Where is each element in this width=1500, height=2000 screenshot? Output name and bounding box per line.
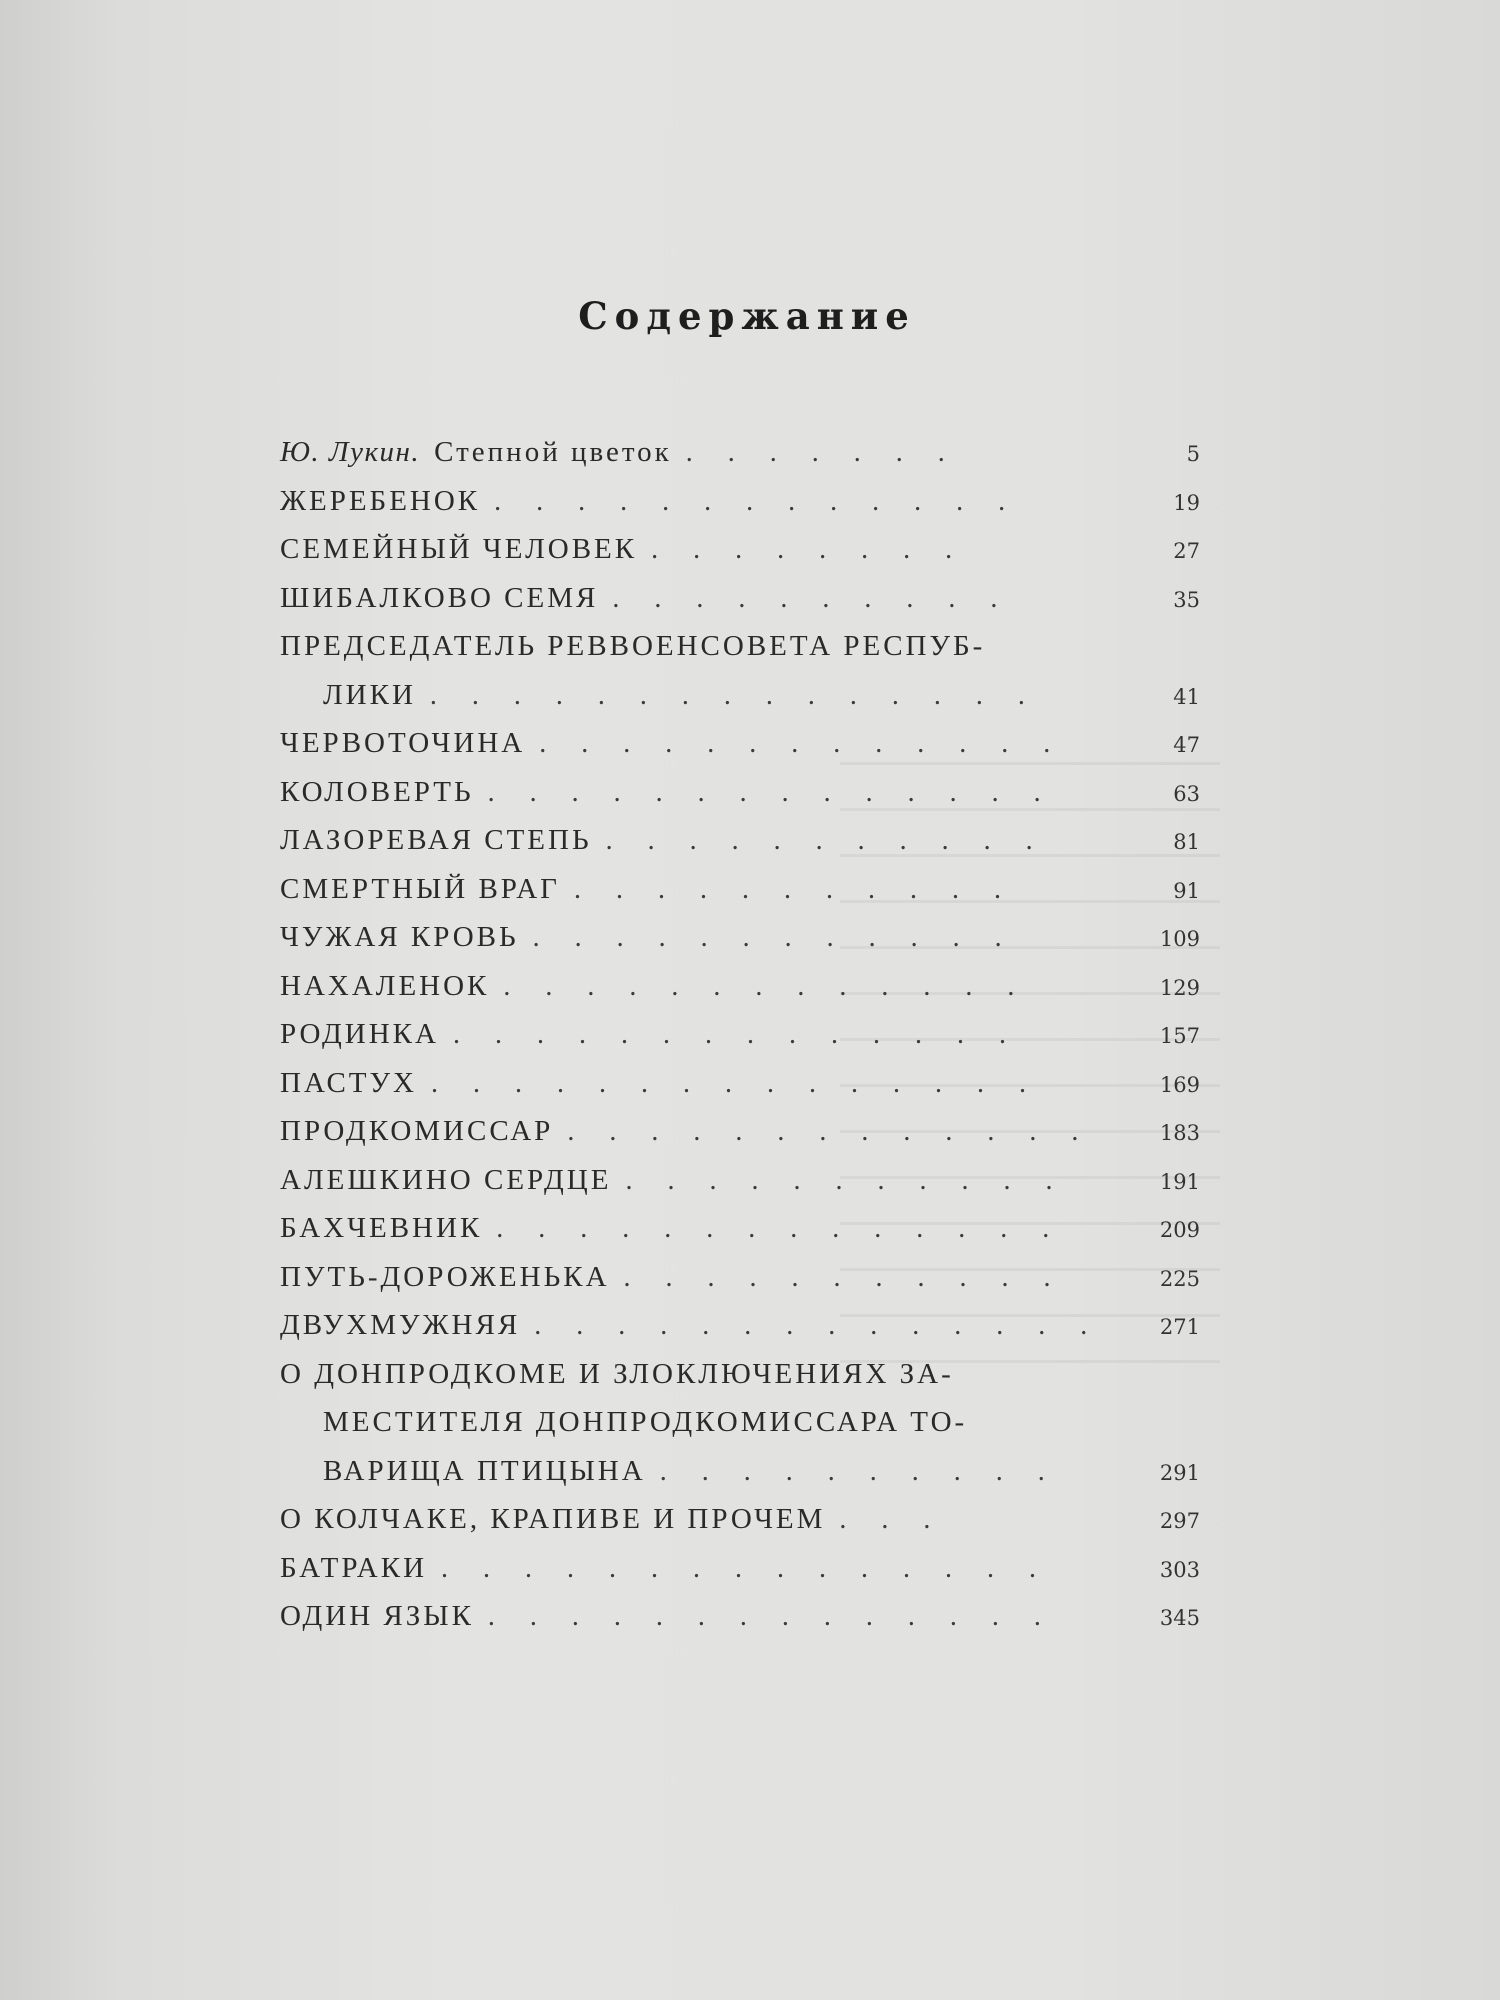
toc-entry-page-number: 129 xyxy=(1159,975,1200,1000)
toc-entry-text xyxy=(280,1309,1101,1342)
toc-entry-page-number: 303 xyxy=(1159,1557,1200,1582)
toc-entry-title: НАХАЛЕНОК xyxy=(280,969,490,1002)
toc-entry-text xyxy=(280,873,1015,906)
toc-entry-title: АЛЕШКИНО СЕРДЦЕ xyxy=(280,1163,612,1196)
toc-entry-title: ШИБАЛКОВО СЕМЯ xyxy=(280,581,599,614)
toc-entry-page-number: 169 xyxy=(1159,1072,1200,1097)
toc-entry-title: ЧУЖАЯ КРОВЬ xyxy=(280,921,519,953)
toc-entry-page-number: 157 xyxy=(1159,1024,1200,1048)
toc-entry xyxy=(280,527,1220,576)
toc-entry-leader-dots: . . . . . . . . . . . . . . . xyxy=(430,1067,1040,1099)
toc-entry-text xyxy=(280,824,1047,857)
toc-entry-title: Степной цветок xyxy=(434,436,672,468)
toc-entry-title: МЕСТИТЕЛЯ ДОНПРОДКОМИССАРА ТО- xyxy=(323,1406,968,1438)
toc-entry-text xyxy=(280,1067,1040,1100)
toc-entry-title: ВАРИЩА ПТИЦЫНА xyxy=(323,1454,646,1487)
toc-entry-leader-dots: . . . . . . . . . . . xyxy=(625,1164,1067,1196)
toc-entry-leader-dots: . . . . . . . . . . . . . . . xyxy=(429,679,1039,711)
toc-entry-leader-dots: . . . . . . . . . . . . . xyxy=(539,728,1065,759)
toc-entry-text xyxy=(280,533,966,566)
toc-entry-text xyxy=(280,1600,1055,1633)
toc-entry-leader-dots: . . . xyxy=(839,1504,945,1535)
toc-entry xyxy=(280,624,1220,673)
toc-entry-text xyxy=(323,679,1039,712)
toc-entry xyxy=(280,1158,1220,1207)
toc-entry-page-number: 19 xyxy=(1173,490,1200,515)
toc-entry-leader-dots: . . . . . . . . . . . . . xyxy=(503,970,1029,1002)
toc-entry-page-number: 271 xyxy=(1159,1315,1200,1339)
toc-entry-text xyxy=(280,776,1055,809)
toc-entry-page-number: 91 xyxy=(1173,878,1200,903)
toc-entry-page-number: 109 xyxy=(1159,927,1200,951)
page-title: Содержание xyxy=(578,294,916,338)
toc-entry-leader-dots: . . . . . . . . . . . . . . xyxy=(534,1310,1102,1341)
toc-entry-page-number: 225 xyxy=(1159,1266,1200,1291)
toc-entry-leader-dots: . . . . . . . . . . . xyxy=(605,825,1047,856)
toc-entry xyxy=(280,818,1220,867)
toc-entry xyxy=(280,576,1220,625)
toc-entry xyxy=(280,1594,1220,1643)
toc-entry xyxy=(280,1497,1220,1546)
toc-entry-text xyxy=(280,436,959,469)
toc-entry-text xyxy=(280,582,1011,615)
toc-entry-text xyxy=(280,1552,1050,1585)
toc-entry xyxy=(280,770,1220,819)
toc-entry-leader-dots: . . . . . . . . . . . . . . xyxy=(487,776,1055,808)
toc-entry-page-number: 183 xyxy=(1159,1121,1200,1145)
toc-entry-leader-dots: . . . . . . . . . . . . . . . xyxy=(441,1552,1051,1584)
toc-entry xyxy=(280,430,1220,479)
toc-entry-title: ПУТЬ-ДОРОЖЕНЬКА xyxy=(280,1260,610,1293)
toc-entry-text xyxy=(280,921,1016,954)
toc-entry-leader-dots: . . . . . . . . . . . . . xyxy=(567,1116,1093,1147)
toc-entry xyxy=(280,1400,1220,1449)
toc-entry xyxy=(280,1352,1220,1401)
toc-entry-leader-dots: . . . . . . . . . . . xyxy=(623,1261,1065,1293)
toc-entry-title: КОЛОВЕРТЬ xyxy=(280,775,474,808)
toc-entry-leader-dots: . . . . . . . . . . . . . . xyxy=(496,1213,1064,1244)
toc-entry-title: ДВУХМУЖНЯЯ xyxy=(280,1309,521,1341)
toc-entry-title: ОДИН ЯЗЫК xyxy=(280,1600,474,1632)
toc-entry-page-number: 5 xyxy=(1186,442,1200,466)
table-of-contents xyxy=(280,430,1220,1643)
toc-entry xyxy=(280,479,1220,528)
toc-entry xyxy=(280,915,1220,964)
toc-entry xyxy=(280,1255,1220,1304)
toc-entry xyxy=(280,1012,1220,1061)
toc-entry-text xyxy=(280,1261,1065,1294)
toc-entry-title: ПРЕДСЕДАТЕЛЬ РЕВВОЕНСОВЕТА РЕСПУБ- xyxy=(280,630,986,662)
toc-entry xyxy=(280,721,1220,770)
toc-entry-leader-dots: . . . . . . . . . . xyxy=(659,1455,1059,1487)
toc-entry-page-number: 209 xyxy=(1159,1218,1200,1242)
toc-entry-text xyxy=(323,1455,1059,1488)
toc-entry xyxy=(280,1303,1220,1352)
toc-entry-page-number: 297 xyxy=(1159,1509,1200,1533)
toc-entry-title: О КОЛЧАКЕ, КРАПИВЕ И ПРОЧЕМ xyxy=(280,1503,826,1535)
toc-entry xyxy=(280,964,1220,1013)
toc-entry-text xyxy=(280,1018,1020,1051)
toc-entry-page-number: 47 xyxy=(1173,733,1200,757)
toc-entry xyxy=(280,1206,1220,1255)
toc-entry-page-number: 191 xyxy=(1159,1169,1200,1194)
toc-entry xyxy=(280,1449,1220,1498)
toc-entry-leader-dots: . . . . . . . . . . . xyxy=(573,873,1015,905)
toc-entry xyxy=(280,1546,1220,1595)
toc-entry-page-number: 345 xyxy=(1159,1606,1200,1630)
toc-entry-page-number: 81 xyxy=(1173,830,1200,854)
toc-entry-title: ПРОДКОМИССАР xyxy=(280,1115,554,1147)
toc-entry-title: ЧЕРВОТОЧИНА xyxy=(280,727,526,759)
toc-entry-leader-dots: . . . . . . . . . . . . . xyxy=(494,485,1020,517)
toc-entry-text xyxy=(323,1406,967,1439)
toc-entry-text xyxy=(280,970,1028,1003)
toc-entry-leader-dots: . . . . . . . . . . . . . . xyxy=(487,1601,1055,1632)
toc-entry-page-number: 41 xyxy=(1173,684,1200,709)
toc-entry-title: ЖЕРЕБЕНОК xyxy=(280,484,481,517)
toc-entry-text xyxy=(280,630,985,663)
toc-entry xyxy=(280,1061,1220,1110)
toc-entry-page-number: 63 xyxy=(1173,781,1200,806)
toc-entry-leader-dots: . . . . . . . . . . xyxy=(612,582,1012,614)
toc-entry-page-number: 27 xyxy=(1173,539,1200,563)
toc-entry-text xyxy=(280,1358,954,1391)
toc-entry-title: БАТРАКИ xyxy=(280,1551,428,1584)
toc-entry-title: СЕМЕЙНЫЙ ЧЕЛОВЕК xyxy=(280,533,638,565)
toc-entry-text xyxy=(280,1503,944,1536)
toc-entry-text xyxy=(280,727,1064,760)
toc-entry-title: ЛИКИ xyxy=(323,678,416,711)
toc-entry xyxy=(280,867,1220,916)
toc-entry-text xyxy=(280,485,1019,518)
toc-entry-title: ПАСТУХ xyxy=(280,1066,417,1099)
toc-entry-text xyxy=(280,1212,1063,1245)
toc-entry-title: О ДОНПРОДКОМЕ И ЗЛОКЛЮЧЕНИЯХ ЗА- xyxy=(280,1357,954,1390)
toc-entry-text xyxy=(280,1164,1066,1197)
toc-entry-leader-dots: . . . . . . . . xyxy=(651,534,967,565)
toc-entry-author: Ю. Лукин. xyxy=(280,436,421,468)
toc-entry xyxy=(280,1109,1220,1158)
toc-entry xyxy=(280,673,1220,722)
toc-entry-leader-dots: . . . . . . . xyxy=(685,437,959,468)
toc-entry-title: БАХЧЕВНИК xyxy=(280,1212,483,1244)
toc-entry-text xyxy=(280,1115,1092,1148)
toc-entry-page-number: 291 xyxy=(1159,1460,1200,1485)
toc-entry-title: РОДИНКА xyxy=(280,1018,439,1050)
toc-entry-leader-dots: . . . . . . . . . . . . . . xyxy=(452,1019,1020,1050)
toc-entry-title: ЛАЗОРЕВАЯ СТЕПЬ xyxy=(280,824,592,856)
toc-entry-leader-dots: . . . . . . . . . . . . xyxy=(532,922,1016,953)
toc-entry-title: СМЕРТНЫЙ ВРАГ xyxy=(280,872,560,905)
toc-entry-page-number: 35 xyxy=(1173,587,1200,612)
